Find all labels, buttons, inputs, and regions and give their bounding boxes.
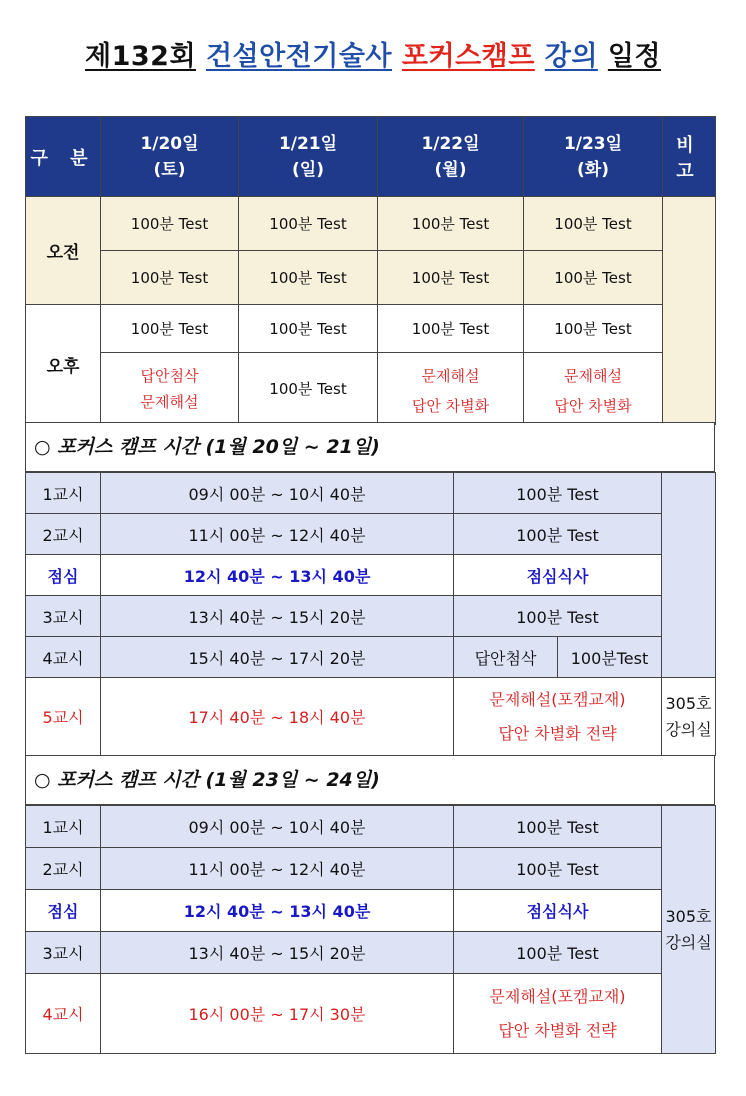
content-cell: 점심식사 bbox=[454, 890, 662, 932]
content-cell: 문제해설(포캠교재) 답안 차별화 전략 bbox=[454, 678, 662, 756]
table-row bbox=[26, 678, 716, 756]
am-cell: 100분 Test bbox=[101, 197, 239, 251]
period-cell: 점심 bbox=[26, 555, 101, 596]
am-label: 오전 bbox=[26, 197, 101, 305]
time-cell: 16시 00분 ~ 17시 30분 bbox=[101, 974, 454, 1054]
content-cell: 답안첨삭 bbox=[454, 637, 558, 678]
period-cell: 1교시 bbox=[26, 473, 101, 514]
period-cell: 1교시 bbox=[26, 806, 101, 848]
time-cell: 12시 40분 ~ 13시 40분 bbox=[101, 555, 454, 596]
time-cell: 09시 00분 ~ 10시 40분 bbox=[101, 806, 454, 848]
page-title bbox=[0, 34, 746, 73]
header-day-2: 1/21일 (일) bbox=[239, 117, 378, 197]
header-day-4: 1/23일 (화) bbox=[524, 117, 663, 197]
daily-schedule-table bbox=[25, 116, 716, 425]
time-cell: 09시 00분 ~ 10시 40분 bbox=[101, 473, 454, 514]
pm-row-1 bbox=[26, 305, 716, 353]
content-cell: 100분Test bbox=[558, 637, 662, 678]
header-day-3: 1/22일 (월) bbox=[378, 117, 524, 197]
time-cell: 12시 40분 ~ 13시 40분 bbox=[101, 890, 454, 932]
schedule-header-row bbox=[26, 117, 716, 197]
table-row bbox=[26, 473, 716, 514]
header-day-1: 1/20일 (토) bbox=[101, 117, 239, 197]
am-cell: 100분 Test bbox=[239, 251, 378, 305]
title-part-1: 제132회 bbox=[85, 41, 197, 72]
content-cell: 100분 Test bbox=[454, 932, 662, 974]
time-cell: 13시 40분 ~ 15시 20분 bbox=[101, 932, 454, 974]
pm-cell: 100분 Test bbox=[101, 305, 239, 353]
content-cell: 100분 Test bbox=[454, 848, 662, 890]
content-cell: 100분 Test bbox=[454, 806, 662, 848]
period-cell: 4교시 bbox=[26, 637, 101, 678]
am-cell: 100분 Test bbox=[524, 251, 663, 305]
content-cell: 점심식사 bbox=[454, 555, 662, 596]
section-heading-2: ○ 포커스 캠프 시간 (1월 23일 ~ 24일) bbox=[25, 755, 715, 805]
pm-cell: 100분 Test bbox=[239, 353, 378, 425]
period-cell: 5교시 bbox=[26, 678, 101, 756]
room-cell: 305호 강의실 bbox=[662, 806, 716, 1054]
pm-cell: 100분 Test bbox=[378, 305, 524, 353]
period-cell: 3교시 bbox=[26, 932, 101, 974]
period-cell: 점심 bbox=[26, 890, 101, 932]
time-cell: 11시 00분 ~ 12시 40분 bbox=[101, 848, 454, 890]
header-remark: 비 고 bbox=[663, 117, 716, 197]
remark-cell bbox=[662, 473, 716, 678]
am-cell: 100분 Test bbox=[378, 197, 524, 251]
room-cell: 305호 강의실 bbox=[662, 678, 716, 756]
period-cell: 2교시 bbox=[26, 848, 101, 890]
table-row bbox=[26, 932, 716, 974]
time-cell: 13시 40분 ~ 15시 20분 bbox=[101, 596, 454, 637]
time-cell: 17시 40분 ~ 18시 40분 bbox=[101, 678, 454, 756]
am-cell: 100분 Test bbox=[378, 251, 524, 305]
am-cell: 100분 Test bbox=[101, 251, 239, 305]
am-cell: 100분 Test bbox=[239, 197, 378, 251]
am-row-2 bbox=[26, 251, 716, 305]
timetable-2 bbox=[25, 805, 716, 1054]
title-part-5: 일정 bbox=[607, 41, 661, 72]
content-cell: 100분 Test bbox=[454, 514, 662, 555]
period-cell: 4교시 bbox=[26, 974, 101, 1054]
timetable-1 bbox=[25, 472, 716, 756]
table-row bbox=[26, 974, 716, 1054]
table-row bbox=[26, 848, 716, 890]
time-cell: 15시 40분 ~ 17시 20분 bbox=[101, 637, 454, 678]
table-row bbox=[26, 555, 716, 596]
table-row bbox=[26, 596, 716, 637]
period-cell: 3교시 bbox=[26, 596, 101, 637]
section-heading-1: ○ 포커스 캠프 시간 (1월 20일 ~ 21일) bbox=[25, 422, 715, 472]
content-cell: 100분 Test bbox=[454, 473, 662, 514]
pm-cell: 문제해설 답안 차별화 bbox=[524, 353, 663, 425]
time-cell: 11시 00분 ~ 12시 40분 bbox=[101, 514, 454, 555]
table-row bbox=[26, 890, 716, 932]
table-row bbox=[26, 514, 716, 555]
pm-row-2 bbox=[26, 353, 716, 425]
table-row bbox=[26, 806, 716, 848]
title-part-3: 포커스캠프 bbox=[401, 41, 535, 72]
header-category: 구 분 bbox=[26, 117, 101, 197]
period-cell: 2교시 bbox=[26, 514, 101, 555]
remark-cell bbox=[663, 197, 716, 425]
table-row bbox=[26, 637, 716, 678]
pm-cell: 답안첨삭 문제해설 bbox=[101, 353, 239, 425]
title-part-2: 건설안전기술사 bbox=[205, 41, 393, 72]
am-cell: 100분 Test bbox=[524, 197, 663, 251]
content-cell: 문제해설(포캠교재) 답안 차별화 전략 bbox=[454, 974, 662, 1054]
pm-cell: 100분 Test bbox=[524, 305, 663, 353]
content-cell: 100분 Test bbox=[454, 596, 662, 637]
am-row-1 bbox=[26, 197, 716, 251]
pm-cell: 문제해설 답안 차별화 bbox=[378, 353, 524, 425]
pm-label: 오후 bbox=[26, 305, 101, 425]
pm-cell: 100분 Test bbox=[239, 305, 378, 353]
title-part-4: 강의 bbox=[544, 41, 598, 72]
